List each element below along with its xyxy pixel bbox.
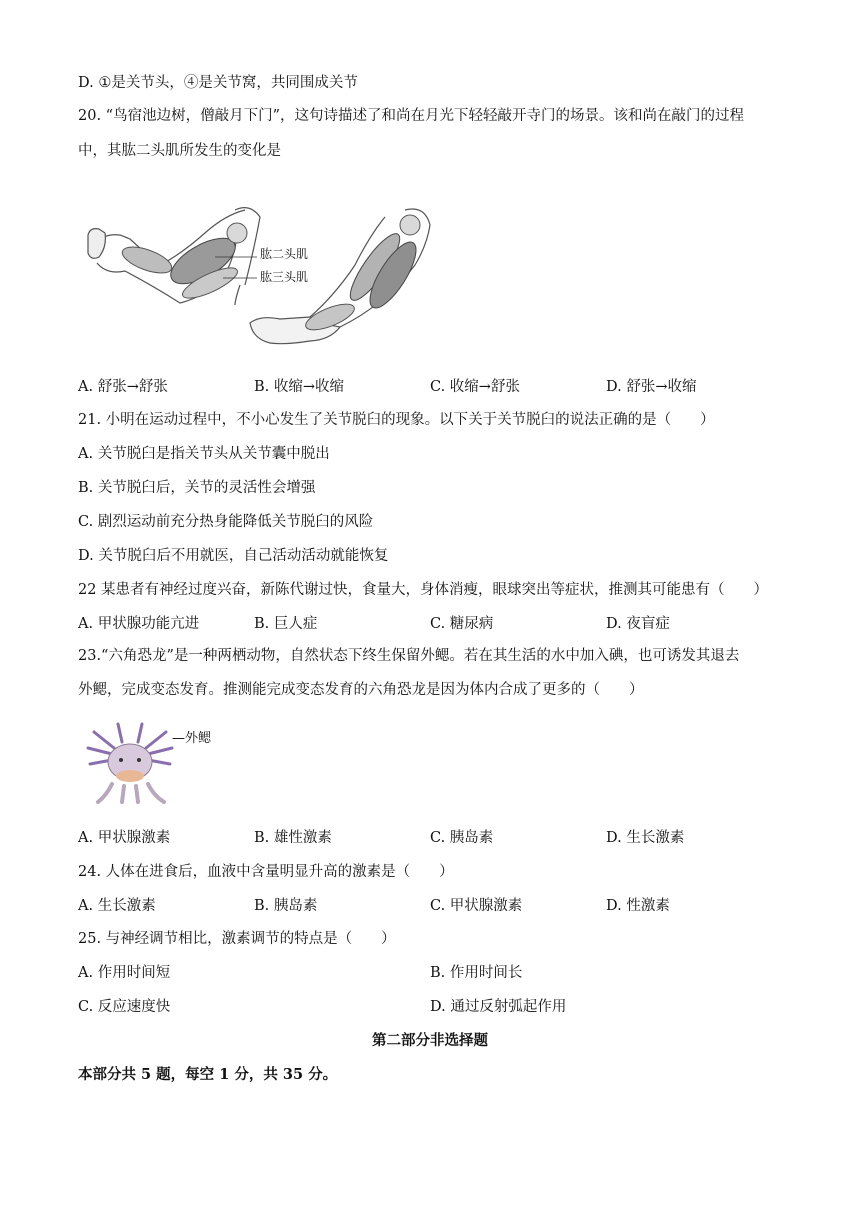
q22-option-d: D. 夜盲症 [606, 616, 670, 632]
section-title: 第二部分非选择题 [372, 1032, 488, 1049]
q25-option-b: B. 作用时间长 [430, 965, 523, 981]
q23-stem-line1: 23.“六角恐龙”是一种两栖动物，自然状态下终生保留外鳃。若在其生活的水中加入碘，也可诱发其退去 [78, 648, 740, 664]
q21-option-c: C. 剧烈运动前充分热身能降低关节脱臼的风险 [78, 514, 374, 530]
q21-stem: 21. 小明在运动过程中，不小心发生了关节脱臼的现象。以下关于关节脱臼的说法正确的是（ ） [78, 412, 715, 428]
q23-option-b: B. 雄性激素 [254, 830, 332, 846]
shoulder-joint-extended [400, 215, 420, 235]
axolotl-photo [84, 718, 176, 804]
q24-option-d: D. 性激素 [606, 898, 670, 914]
q21-option-a: A. 关节脱臼是指关节头从关节囊中脱出 [78, 446, 330, 462]
q21-option-b: B. 关节脱臼后，关节的灵活性会增强 [78, 480, 316, 496]
q23-stem-line2: 外鳃，完成变态发育。推测能完成变态发育的六角恐龙是因为体内合成了更多的（ ） [78, 682, 644, 698]
q25-stem: 25. 与神经调节相比，激素调节的特点是（ ） [78, 931, 396, 947]
q20-option-a: A. 舒张→舒张 [78, 379, 168, 395]
q23-option-a: A. 甲状腺激素 [78, 830, 171, 846]
q20-option-d: D. 舒张→收缩 [606, 379, 697, 395]
q23-option-d: D. 生长激素 [606, 830, 685, 846]
q24-option-b: B. 胰岛素 [254, 898, 318, 914]
q19-option-d: D. ①是关节头，④是关节窝，共同围成关节 [78, 75, 358, 91]
biceps-label: 肱二头肌 [260, 247, 309, 261]
q25-option-c: C. 反应速度快 [78, 999, 171, 1015]
q22-option-b: B. 巨人症 [254, 616, 318, 632]
bent-arm-illustration [88, 208, 260, 305]
q20-option-c: C. 收缩→舒张 [430, 379, 520, 395]
gill-label-text: 外鳃 [185, 731, 212, 746]
section-note: 本部分共 5 题，每空 1 分，共 35 分。 [78, 1066, 338, 1083]
q22-option-c: C. 糖尿病 [430, 616, 494, 632]
q25-option-a: A. 作用时间短 [78, 965, 171, 981]
q20-stem-line2: 中，其肱二头肌所发生的变化是 [78, 143, 281, 159]
q23-option-c: C. 胰岛素 [430, 830, 494, 846]
gill-label: —外鳃 [172, 731, 212, 746]
q22-option-a: A. 甲状腺功能亢进 [78, 616, 200, 632]
q25-option-d: D. 通过反射弧起作用 [430, 999, 567, 1015]
q24-option-c: C. 甲状腺激素 [430, 898, 523, 914]
q24-stem: 24. 人体在进食后，血液中含量明显升高的激素是（ ） [78, 864, 454, 880]
q21-option-d: D. 关节脱臼后不用就医，自己活动活动就能恢复 [78, 548, 389, 564]
shoulder-joint-bent [227, 223, 247, 243]
q24-option-a: A. 生长激素 [78, 898, 156, 914]
q20-option-b: B. 收缩→收缩 [254, 379, 345, 395]
triceps-label: 肱三头肌 [260, 270, 309, 284]
q20-stem-line1: 20. “鸟宿池边树，僧敲月下门”，这句诗描述了和尚在月光下轻轻敲开寺门的场景。该和尚在敲门的过程 [78, 108, 744, 124]
q22-stem: 22 某患者有神经过度兴奋，新陈代谢过快，食量大，身体消瘦，眼球突出等症状，推测其可能患有（ ） [78, 582, 769, 598]
